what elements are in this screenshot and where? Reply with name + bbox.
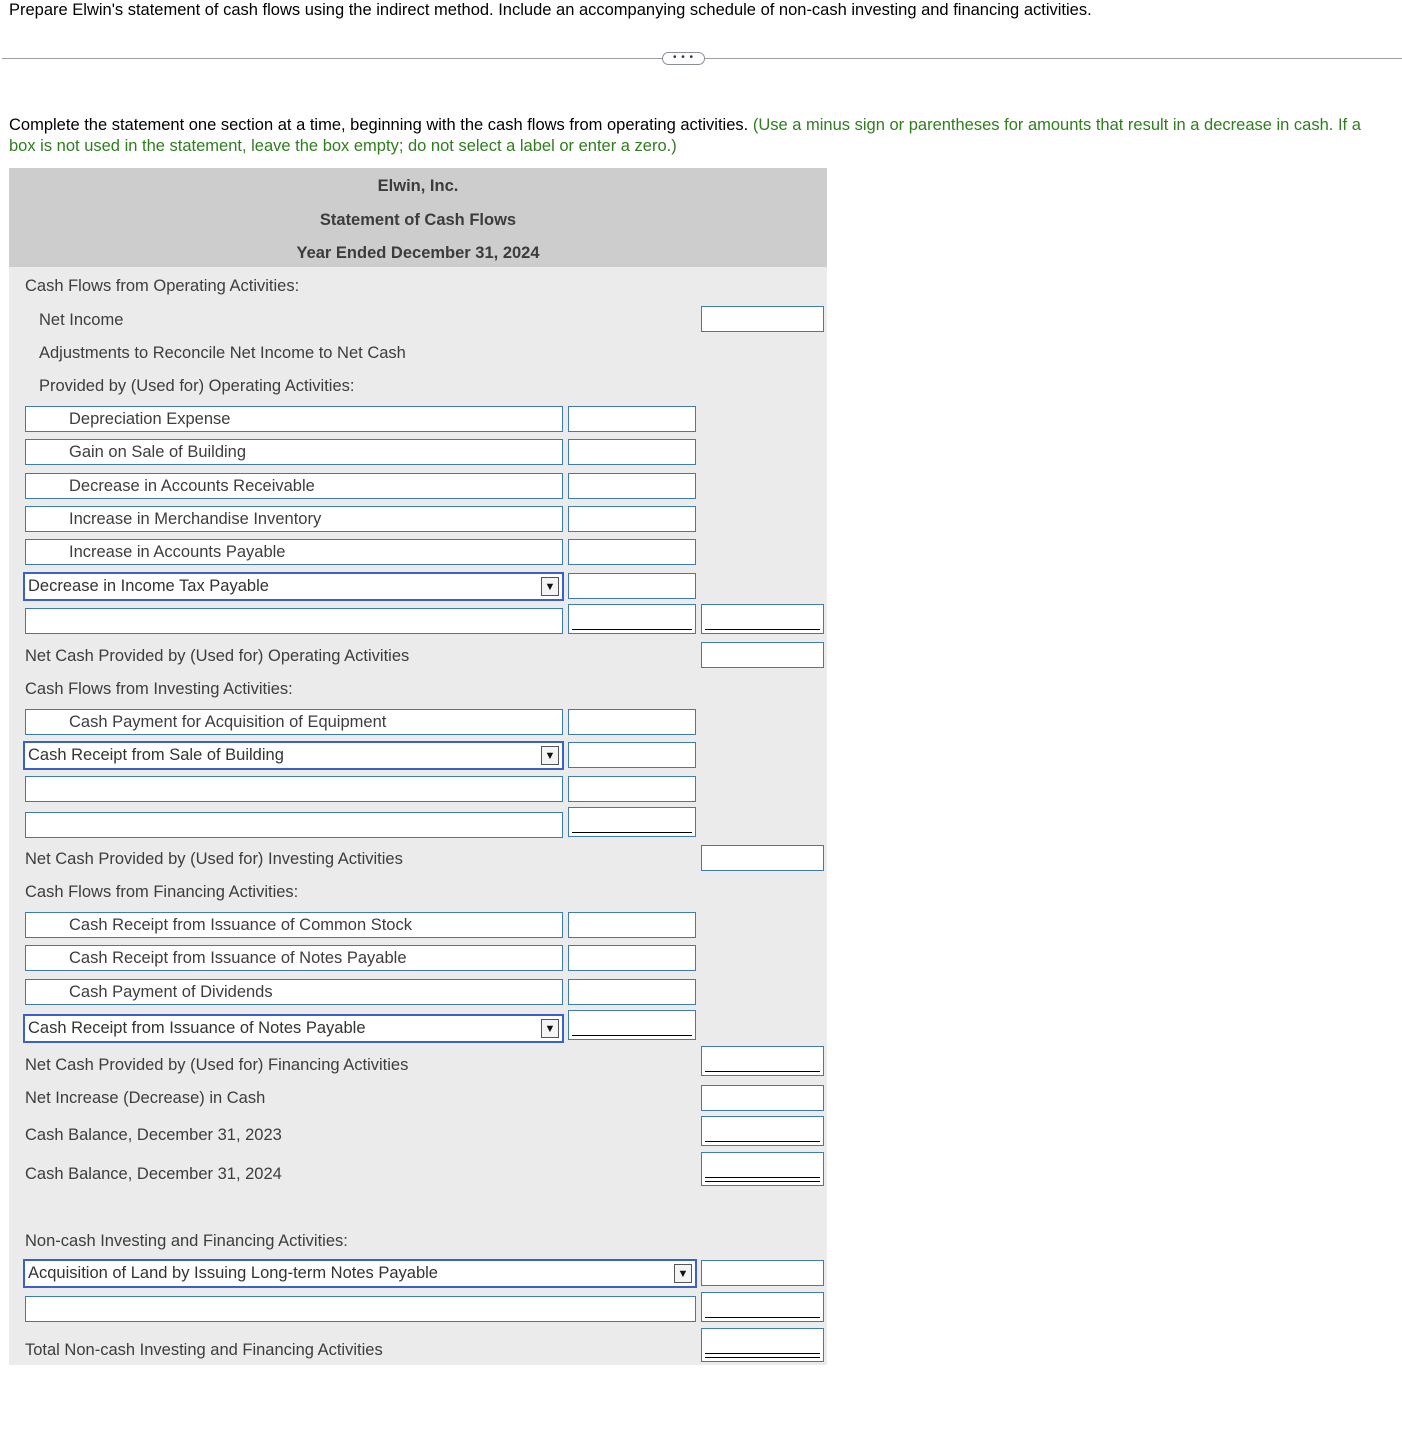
question-prompt: Prepare Elwin's statement of cash flows using the indirect method. Include an accompanying schedule of non-cash investing and financing activities. — [9, 1, 1092, 19]
adjustments-label-1: Adjustments to Reconcile Net Income to Net Cash — [39, 344, 406, 362]
cash-end-label: Cash Balance, December 31, 2024 — [25, 1165, 282, 1183]
financing-item-label[interactable]: Cash Receipt from Issuance of Notes Payable — [25, 945, 563, 971]
statement-period: Year Ended December 31, 2024 — [296, 244, 540, 262]
investing-item-amount[interactable] — [568, 742, 696, 768]
net-financing-label: Net Cash Provided by (Used for) Financing Activities — [25, 1056, 409, 1074]
operating-adjustments-total[interactable] — [701, 604, 824, 634]
noncash-total-label: Total Non-cash Investing and Financing Activities — [25, 1341, 383, 1359]
financing-item-amount[interactable] — [568, 1010, 696, 1040]
operating-heading: Cash Flows from Operating Activities: — [25, 277, 300, 295]
financing-heading: Cash Flows from Financing Activities: — [25, 883, 299, 901]
cash-begin-label: Cash Balance, December 31, 2023 — [25, 1126, 282, 1144]
expand-button[interactable]: • • • — [662, 52, 705, 65]
chevron-down-icon[interactable]: ▼ — [541, 577, 559, 596]
net-income-input[interactable] — [701, 306, 824, 332]
noncash-amount[interactable] — [701, 1292, 824, 1322]
operating-item-label[interactable]: Decrease in Accounts Receivable — [25, 473, 563, 499]
operating-subtotal-amount[interactable] — [568, 604, 696, 634]
noncash-amount[interactable] — [701, 1260, 824, 1286]
operating-select-value: Decrease in Income Tax Payable — [28, 577, 269, 595]
operating-item-amount[interactable] — [568, 406, 696, 432]
cash-end-input[interactable] — [701, 1152, 824, 1186]
net-operating-input[interactable] — [701, 642, 824, 668]
instructions-main: Complete the statement one section at a time, beginning with the cash flows from operating activities. — [9, 116, 749, 134]
net-financing-input[interactable] — [701, 1046, 824, 1076]
operating-item-label[interactable]: Increase in Accounts Payable — [25, 539, 563, 565]
statement-title: Statement of Cash Flows — [319, 211, 517, 229]
investing-select[interactable] — [23, 741, 564, 770]
chevron-down-icon[interactable]: ▼ — [674, 1264, 692, 1283]
operating-item-amount[interactable] — [568, 539, 696, 565]
financing-item-amount[interactable] — [568, 979, 696, 1005]
financing-select[interactable] — [23, 1014, 564, 1043]
instructions — [9, 115, 1389, 157]
operating-item-amount[interactable] — [568, 473, 696, 499]
investing-select-value: Cash Receipt from Sale of Building — [28, 746, 284, 764]
noncash-total-input[interactable] — [701, 1328, 824, 1362]
net-increase-input[interactable] — [701, 1085, 824, 1111]
noncash-empty-label-input[interactable] — [25, 1296, 696, 1322]
net-investing-input[interactable] — [701, 845, 824, 871]
net-income-label: Net Income — [39, 311, 124, 329]
operating-empty-label-input[interactable] — [25, 608, 563, 634]
chevron-down-icon[interactable]: ▼ — [541, 746, 559, 765]
operating-item-label[interactable]: Increase in Merchandise Inventory — [25, 506, 563, 532]
operating-item-amount[interactable] — [568, 506, 696, 532]
adjustments-label-2: Provided by (Used for) Operating Activities: — [39, 377, 355, 395]
operating-item-label[interactable]: Gain on Sale of Building — [25, 439, 563, 465]
net-operating-label: Net Cash Provided by (Used for) Operating Activities — [25, 647, 410, 665]
investing-empty-label-input[interactable] — [25, 776, 563, 802]
noncash-heading: Non-cash Investing and Financing Activities: — [25, 1232, 348, 1250]
financing-item-label[interactable]: Cash Payment of Dividends — [25, 979, 563, 1005]
operating-item-label[interactable]: Depreciation Expense — [25, 406, 563, 432]
operating-item-amount[interactable] — [568, 573, 696, 599]
net-investing-label: Net Cash Provided by (Used for) Investing Activities — [25, 850, 403, 868]
investing-heading: Cash Flows from Investing Activities: — [25, 680, 293, 698]
cash-begin-input[interactable] — [701, 1116, 824, 1146]
investing-empty-label-input[interactable] — [25, 812, 563, 838]
net-increase-label: Net Increase (Decrease) in Cash — [25, 1089, 266, 1107]
investing-item-amount[interactable] — [568, 807, 696, 837]
financing-select-value: Cash Receipt from Issuance of Notes Payable — [28, 1019, 366, 1037]
investing-item-amount[interactable] — [568, 776, 696, 802]
financing-item-amount[interactable] — [568, 945, 696, 971]
operating-adjustment-select[interactable] — [23, 572, 564, 601]
operating-item-amount[interactable] — [568, 439, 696, 465]
noncash-select-value: Acquisition of Land by Issuing Long-term Notes Payable — [28, 1264, 438, 1282]
financing-item-label[interactable]: Cash Receipt from Issuance of Common Stock — [25, 912, 563, 938]
financing-item-amount[interactable] — [568, 912, 696, 938]
investing-item-label[interactable]: Cash Payment for Acquisition of Equipment — [25, 709, 563, 735]
investing-item-amount[interactable] — [568, 709, 696, 735]
instructions-note: (Use a minus sign or parentheses for amounts that result in a decrease in cash. If a box is not used in the statement, leave the box empty; do not select a label or enter a zero.) — [9, 116, 1361, 155]
company-name: Elwin, Inc. — [377, 177, 459, 195]
chevron-down-icon[interactable]: ▼ — [541, 1019, 559, 1038]
noncash-select[interactable] — [23, 1259, 697, 1288]
